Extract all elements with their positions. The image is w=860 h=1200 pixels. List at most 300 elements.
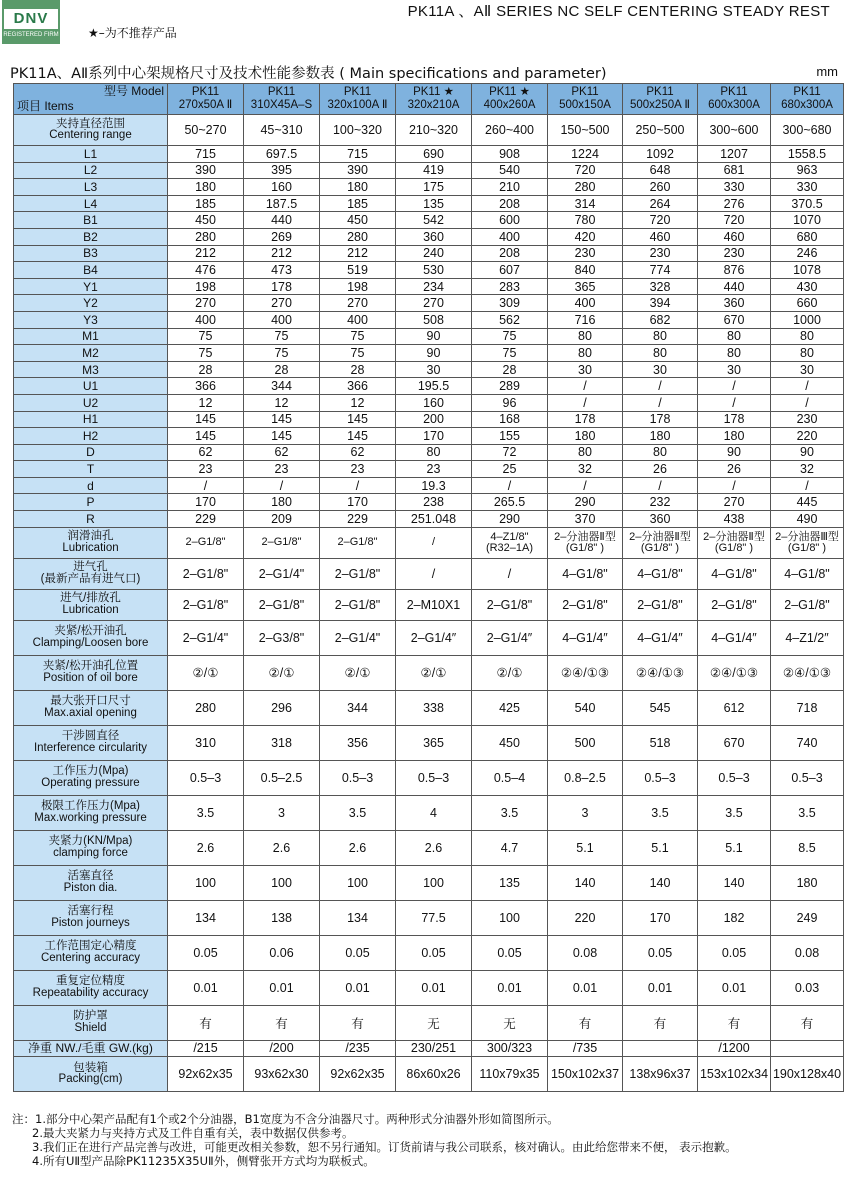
table-cell: 318: [244, 725, 320, 760]
model-header-cell: [771, 84, 844, 115]
row-label-line: 工作范围定心精度: [44, 940, 137, 953]
table-cell: 365: [548, 278, 623, 295]
row-label-line: 最大张开口尺寸: [50, 695, 131, 708]
table-cell: 153x102x34: [698, 1057, 771, 1092]
table-cell: 648: [623, 162, 698, 179]
table-cell: /: [472, 477, 548, 494]
header-row: [14, 84, 844, 115]
table-cell: 182: [698, 900, 771, 935]
table-cell: 365: [396, 725, 472, 760]
table-row: [14, 461, 844, 478]
table-cell: 210: [472, 179, 548, 196]
table-cell: 80: [548, 328, 623, 345]
table-cell: 62: [244, 444, 320, 461]
row-label: [14, 378, 168, 395]
row-label: [14, 589, 168, 620]
table-cell: 45~310: [244, 115, 320, 146]
table-cell: 23: [320, 461, 396, 478]
table-cell: 80: [396, 444, 472, 461]
table-cell: 720: [548, 162, 623, 179]
table-row: [14, 394, 844, 411]
table-cell: 314: [548, 195, 623, 212]
table-cell: 2–G1/8": [771, 589, 844, 620]
model-header-cell: [698, 84, 771, 115]
table-cell: 0.5–2.5: [244, 760, 320, 795]
table-cell: 0.08: [548, 935, 623, 970]
row-label-line: 包装箱: [73, 1061, 108, 1074]
table-cell: 330: [698, 179, 771, 196]
model-header: 型号 Model: [103, 84, 164, 98]
table-cell: 400: [320, 311, 396, 328]
row-label: [14, 1005, 168, 1040]
table-cell: 2–G1/4": [320, 620, 396, 655]
table-cell: [698, 527, 771, 558]
table-cell: 2–G1/4″: [472, 620, 548, 655]
table-cell: 420: [548, 228, 623, 245]
table-cell: 2–G1/8": [548, 589, 623, 620]
table-cell: 180: [771, 865, 844, 900]
table-cell: 180: [548, 428, 623, 445]
table-row: [14, 212, 844, 229]
table-cell: 168: [472, 411, 548, 428]
table-cell: 72: [472, 444, 548, 461]
table-cell: 270: [396, 295, 472, 312]
table-cell: 178: [623, 411, 698, 428]
table-cell: 2–G1/8": [320, 589, 396, 620]
row-label: [14, 527, 168, 558]
table-cell: 2–G1/4": [244, 558, 320, 589]
table-cell: 135: [396, 195, 472, 212]
table-cell: 1078: [771, 262, 844, 279]
table-cell: [396, 527, 472, 558]
table-cell: 680: [771, 228, 844, 245]
table-cell: 876: [698, 262, 771, 279]
table-cell: 0.08: [771, 935, 844, 970]
table-cell: 0.5–3: [623, 760, 698, 795]
table-cell: 100: [472, 900, 548, 935]
table-cell: 473: [244, 262, 320, 279]
table-row: [14, 345, 844, 362]
model-name: PK11: [720, 86, 748, 98]
table-cell: 607: [472, 262, 548, 279]
row-label: [14, 115, 168, 146]
table-row: [14, 162, 844, 179]
table-cell: 476: [168, 262, 244, 279]
table-cell: 230: [698, 245, 771, 262]
row-label: [14, 394, 168, 411]
row-label-line: L2: [83, 163, 98, 178]
table-cell: 180: [698, 428, 771, 445]
row-label-line: Centering range: [49, 129, 132, 141]
table-cell: 145: [320, 428, 396, 445]
table-cell: 有: [168, 1005, 244, 1040]
table-cell: 360: [698, 295, 771, 312]
table-row: [14, 795, 844, 830]
row-label-line: Y2: [83, 296, 98, 311]
table-cell: 3.5: [698, 795, 771, 830]
table-cell: 2–G1/4″: [396, 620, 472, 655]
table-cell: 360: [396, 228, 472, 245]
table-cell: 395: [244, 162, 320, 179]
row-label: [14, 146, 168, 163]
table-cell: 212: [244, 245, 320, 262]
table-cell: 0.5–3: [320, 760, 396, 795]
table-cell: 28: [320, 361, 396, 378]
table-cell: 4–G1/8": [623, 558, 698, 589]
table-row: [14, 511, 844, 528]
note-1: 注：1.部分中心架产品配有1个或2个分油器，B1宽度为不含分油器尺寸。两种形式分油器外形如简图所示。: [12, 1112, 559, 1126]
table-cell: /735: [548, 1040, 623, 1057]
row-label-line: U2: [82, 395, 99, 410]
not-recommended-note: ★–为不推荐产品: [88, 26, 177, 40]
table-row: [14, 477, 844, 494]
row-label: [14, 900, 168, 935]
table-cell: 908: [472, 146, 548, 163]
table-row: [14, 146, 844, 163]
table-row: [14, 278, 844, 295]
model-header-cell: [396, 84, 472, 115]
table-cell: /: [168, 477, 244, 494]
table-cell: 681: [698, 162, 771, 179]
table-cell: 90: [396, 345, 472, 362]
table-cell: 0.01: [396, 970, 472, 1005]
table-cell: 1000: [771, 311, 844, 328]
model-header-cell: [623, 84, 698, 115]
cell-line: (R32–1A): [485, 541, 534, 554]
table-cell: 0.05: [320, 935, 396, 970]
row-label-line: T: [86, 462, 95, 477]
table-cell: /: [698, 394, 771, 411]
table-cell: 400: [168, 311, 244, 328]
table-cell: 2–G1/8": [472, 589, 548, 620]
row-label: [14, 461, 168, 478]
table-cell: 145: [168, 428, 244, 445]
row-label-line: Centering accuracy: [40, 951, 141, 964]
table-cell: 75: [244, 328, 320, 345]
table-cell: 100~320: [320, 115, 396, 146]
model-name: PK11 ★: [413, 86, 454, 98]
table-cell: 150x102x37: [548, 1057, 623, 1092]
table-cell: 0.01: [623, 970, 698, 1005]
table-row: [14, 428, 844, 445]
table-cell: 360: [623, 511, 698, 528]
table-cell: 280: [168, 228, 244, 245]
row-label-line: B1: [83, 213, 98, 228]
table-cell: 3.5: [472, 795, 548, 830]
row-label-line: 干涉圆直径: [61, 730, 120, 743]
table-cell: 366: [320, 378, 396, 395]
table-cell: 180: [244, 494, 320, 511]
table-cell: 715: [320, 146, 396, 163]
table-cell: 32: [771, 461, 844, 478]
table-cell: 670: [698, 725, 771, 760]
table-cell: 187.5: [244, 195, 320, 212]
table-row: [14, 115, 844, 146]
table-cell: 134: [168, 900, 244, 935]
row-label-line: Max.axial opening: [44, 706, 137, 719]
row-label-line: 极限工作压力(Mpa): [40, 800, 141, 813]
table-cell: 344: [244, 378, 320, 395]
table-cell: 75: [472, 345, 548, 362]
table-cell: 260: [623, 179, 698, 196]
cell-line: 2–分油器Ⅱ型: [703, 530, 765, 543]
row-label-line: B4: [83, 262, 98, 277]
table-cell: 195.5: [396, 378, 472, 395]
row-label-line: 净重 NW./毛重 GW.(kg): [28, 1041, 153, 1056]
row-label: [14, 295, 168, 312]
table-row: [14, 589, 844, 620]
table-cell: 145: [244, 411, 320, 428]
row-label-line: Operating pressure: [41, 776, 140, 789]
table-cell: 419: [396, 162, 472, 179]
table-cell: 1558.5: [771, 146, 844, 163]
table-cell: 682: [623, 311, 698, 328]
row-label: [14, 1040, 168, 1057]
table-cell: 2–G1/4": [168, 620, 244, 655]
table-cell: 8.5: [771, 830, 844, 865]
table-cell: 460: [698, 228, 771, 245]
table-cell: 718: [771, 690, 844, 725]
table-cell: 0.05: [698, 935, 771, 970]
row-label-line: 活塞直径: [67, 870, 114, 883]
note-3: 3.我们正在进行产品完善与改进，可能更改相关参数，恕不另行通知。订货前请与我公司联系，核对确认。由此给您带来不便， 表示抱歉。: [32, 1140, 737, 1154]
table-cell: 80: [771, 328, 844, 345]
table-row: [14, 179, 844, 196]
table-cell: 4–G1/4″: [548, 620, 623, 655]
table-cell: 280: [320, 228, 396, 245]
table-row: [14, 195, 844, 212]
table-cell: 3: [548, 795, 623, 830]
table-cell: 145: [320, 411, 396, 428]
table-cell: [168, 527, 244, 558]
table-cell: 155: [472, 428, 548, 445]
table-cell: 96: [472, 394, 548, 411]
table-caption: PK11A、AⅡ系列中心架规格尺寸及技术性能参数表 ( Main specifications and parameter): [10, 66, 607, 82]
row-label-line: M3: [82, 362, 99, 377]
table-row: [14, 655, 844, 690]
cell-line: 2–G1/8": [337, 536, 378, 549]
table-cell: 2.6: [396, 830, 472, 865]
row-label-line: D: [86, 445, 95, 460]
table-cell: 670: [698, 311, 771, 328]
table-cell: 270: [698, 494, 771, 511]
table-cell: 450: [472, 725, 548, 760]
table-cell: 328: [623, 278, 698, 295]
table-cell: 100: [320, 865, 396, 900]
row-label: [14, 162, 168, 179]
table-cell: 344: [320, 690, 396, 725]
table-cell: 425: [472, 690, 548, 725]
model-name: PK11: [267, 86, 296, 98]
table-cell: 774: [623, 262, 698, 279]
table-cell: 2–G1/8": [168, 589, 244, 620]
model-header-cell: [548, 84, 623, 115]
table-cell: 90: [771, 444, 844, 461]
row-label-line: clamping force: [53, 846, 128, 859]
row-label: [14, 830, 168, 865]
table-cell: 290: [548, 494, 623, 511]
table-cell: 370: [548, 511, 623, 528]
table-cell: 75: [472, 328, 548, 345]
table-cell: 0.05: [472, 935, 548, 970]
table-cell: 200: [396, 411, 472, 428]
row-label: [14, 494, 168, 511]
row-label: [14, 212, 168, 229]
table-cell: 4–Z1/2″: [771, 620, 844, 655]
table-cell: 490: [771, 511, 844, 528]
model-header-cell: [168, 84, 244, 115]
row-label-line: 防护罩: [73, 1010, 108, 1023]
cell-line: (G1/8" ): [640, 541, 680, 554]
items-header: 项目 Items: [17, 99, 74, 113]
table-cell: 390: [168, 162, 244, 179]
table-cell: ②④/①③: [771, 655, 844, 690]
table-cell: 93x62x30: [244, 1057, 320, 1092]
table-cell: 有: [623, 1005, 698, 1040]
table-cell: 400: [548, 295, 623, 312]
table-row: [14, 900, 844, 935]
table-cell: 3: [244, 795, 320, 830]
table-cell: 220: [548, 900, 623, 935]
table-cell: 12: [244, 394, 320, 411]
row-label-line: L3: [83, 179, 98, 194]
cell-line: 2–分油器Ⅲ型: [775, 530, 839, 543]
table-cell: 175: [396, 179, 472, 196]
table-cell: 190x128x40: [771, 1057, 844, 1092]
table-cell: 3.5: [320, 795, 396, 830]
table-cell: 720: [623, 212, 698, 229]
cell-line: 2–分油器Ⅱ型: [629, 530, 691, 543]
table-cell: 178: [244, 278, 320, 295]
row-label-line: (最新产品有进气口): [40, 572, 141, 585]
row-label: [14, 795, 168, 830]
table-cell: 232: [623, 494, 698, 511]
table-cell: 138: [244, 900, 320, 935]
table-cell: 400: [244, 311, 320, 328]
table-cell: ②/①: [396, 655, 472, 690]
table-cell: 86x60x26: [396, 1057, 472, 1092]
table-cell: /: [771, 477, 844, 494]
table-cell: 19.3: [396, 477, 472, 494]
table-cell: 540: [472, 162, 548, 179]
table-row: [14, 311, 844, 328]
table-cell: 300~680: [771, 115, 844, 146]
table-cell: 80: [771, 345, 844, 362]
table-cell: 185: [168, 195, 244, 212]
table-cell: 270: [168, 295, 244, 312]
table-cell: 238: [396, 494, 472, 511]
table-cell: 有: [320, 1005, 396, 1040]
row-label: [14, 690, 168, 725]
row-label: [14, 428, 168, 445]
table-cell: 4–G1/4″: [623, 620, 698, 655]
table-cell: 660: [771, 295, 844, 312]
model-size: 600x300A: [708, 99, 760, 111]
table-cell: 有: [244, 1005, 320, 1040]
table-cell: 370.5: [771, 195, 844, 212]
table-cell: 134: [320, 900, 396, 935]
table-row: [14, 690, 844, 725]
table-cell: 460: [623, 228, 698, 245]
table-cell: 562: [472, 311, 548, 328]
table-cell: 0.5–3: [396, 760, 472, 795]
table-cell: 3.5: [623, 795, 698, 830]
model-header-cell: [244, 84, 320, 115]
table-cell: 229: [168, 511, 244, 528]
table-cell: [244, 527, 320, 558]
table-cell: 230: [771, 411, 844, 428]
table-cell: 240: [396, 245, 472, 262]
row-label: [14, 179, 168, 196]
row-label: [14, 278, 168, 295]
series-title: PK11A 、AⅡ SERIES NC SELF CENTERING STEADY REST: [407, 3, 830, 20]
table-cell: 170: [320, 494, 396, 511]
table-cell: 75: [320, 345, 396, 362]
table-cell: 440: [244, 212, 320, 229]
table-cell: 80: [623, 444, 698, 461]
table-cell: 2.6: [168, 830, 244, 865]
table-cell: 0.5–3: [698, 760, 771, 795]
table-cell: 212: [320, 245, 396, 262]
table-cell: 519: [320, 262, 396, 279]
model-size: 400x260A: [483, 99, 536, 111]
table-cell: ②/①: [244, 655, 320, 690]
table-cell: 100: [168, 865, 244, 900]
row-label: [14, 725, 168, 760]
table-cell: 无: [396, 1005, 472, 1040]
table-cell: 300~600: [698, 115, 771, 146]
row-label-line: 工作压力(Mpa): [52, 765, 129, 778]
table-cell: 32: [548, 461, 623, 478]
table-cell: 230: [623, 245, 698, 262]
table-cell: 209: [244, 511, 320, 528]
model-size: 500x150A: [559, 99, 611, 111]
table-cell: 2.6: [244, 830, 320, 865]
table-cell: 180: [623, 428, 698, 445]
table-cell: 50~270: [168, 115, 244, 146]
row-label-line: 活塞行程: [67, 905, 114, 918]
table-cell: 2–G1/8": [623, 589, 698, 620]
table-cell: 518: [623, 725, 698, 760]
table-row: [14, 378, 844, 395]
table-cell: /1200: [698, 1040, 771, 1057]
table-cell: 540: [548, 690, 623, 725]
row-label-line: B3: [83, 246, 98, 261]
table-cell: 135: [472, 865, 548, 900]
model-name: PK11: [793, 86, 821, 98]
notes: [12, 1112, 737, 1168]
row-label-line: U1: [82, 379, 99, 394]
table-cell: 612: [698, 690, 771, 725]
model-size: 310X45A–S: [250, 99, 313, 111]
table-row: [14, 361, 844, 378]
table-cell: 697.5: [244, 146, 320, 163]
table-cell: 280: [168, 690, 244, 725]
row-label-line: 夹紧力(KN/Mpa): [48, 835, 133, 848]
table-row: [14, 245, 844, 262]
table-cell: 500: [548, 725, 623, 760]
table-cell: 4–G1/8": [548, 558, 623, 589]
table-cell: 23: [244, 461, 320, 478]
table-cell: 230: [548, 245, 623, 262]
table-cell: 1207: [698, 146, 771, 163]
row-label: [14, 760, 168, 795]
table-cell: 450: [320, 212, 396, 229]
table-cell: 1092: [623, 146, 698, 163]
table-cell: 300/323: [472, 1040, 548, 1057]
table-cell: 80: [548, 345, 623, 362]
table-cell: 138x96x37: [623, 1057, 698, 1092]
